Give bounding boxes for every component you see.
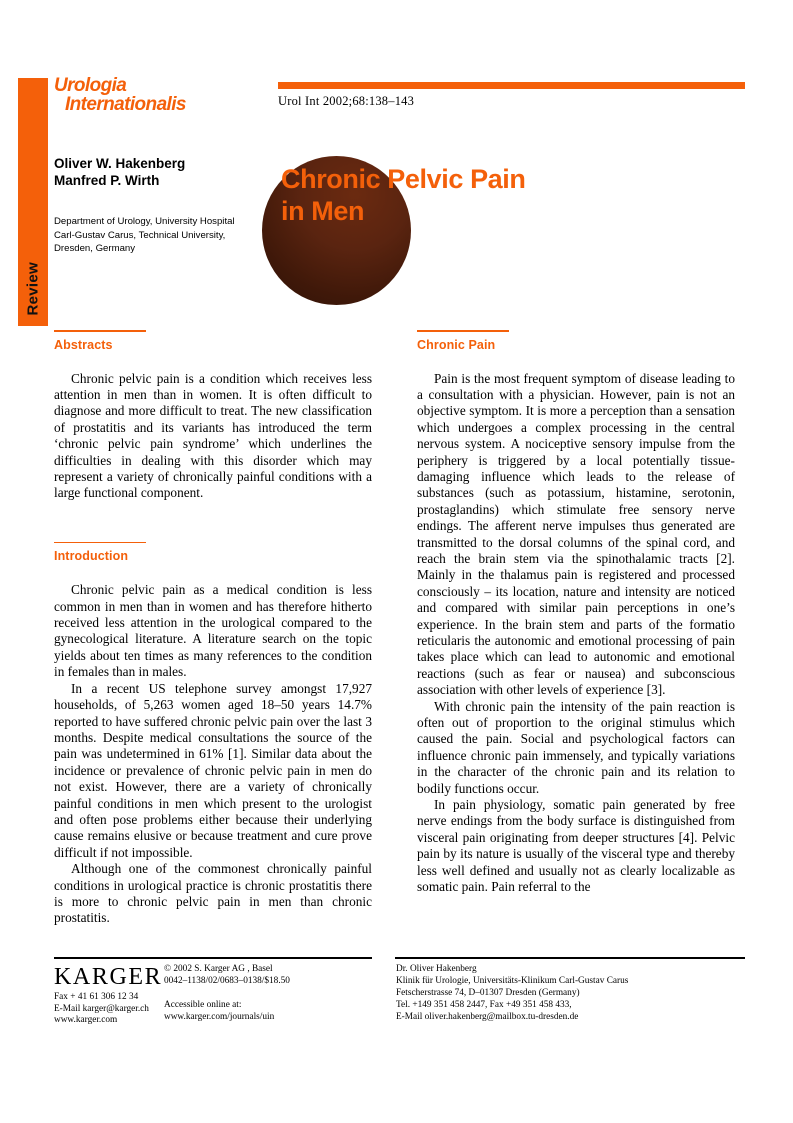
- introduction-paragraph-1: Chronic pelvic pain as a medical condition is less common in men than in women and has therefore hitherto received less attention in the urological compared to the gynecological literature. A literature search on the topic yields about ten times as many references to the condition in females than in males.: [54, 582, 372, 680]
- section-heading-abstracts: Abstracts: [54, 337, 113, 352]
- journal-logo-line2: Internationalis: [65, 94, 186, 115]
- review-tab-label: Review: [24, 262, 42, 316]
- journal-logo-line1: Urologia: [54, 75, 127, 96]
- section-rule-abstracts: [54, 330, 146, 332]
- affiliation-line-1: Department of Urology, University Hospital: [54, 216, 235, 227]
- introduction-paragraph-3: Although one of the commonest chronically painful conditions in urological practice is chronic prostatitis there is more to chronic pelvic pain in men than chronic prostatitis.: [54, 861, 372, 926]
- chronic-pain-paragraph-2: With chronic pain the intensity of the pain reaction is often out of proportion to the original stimulus which caused the pain. Social and psychological factors can influence chronic pain immensely, and typically variations in the character of the chronic pain and its relation to bodily functions occur.: [417, 698, 735, 796]
- correspondence-block: [396, 964, 746, 1024]
- publisher-logo: KARGER: [54, 964, 163, 990]
- chronic-pain-paragraph-1: Pain is the most frequent symptom of disease leading to a consultation with a physician. However, pain is not an objective symptom. It is more a perception than a sensation which undergoes a complex processing in the central nervous system. A nociceptive sensory impulse from the periphery is triggered by a local potentially tissue-damaging influence which leads to the release of substances (such as potassium, histamine, serotonin, prostaglandins) which stimulate free sensory nerve endings. The afferent nerve impulses thus generated are transmitted to the dorsal columns of the spinal cord, and reach the brain stem via the spinothalamic tracts [2]. Mainly in the thalamus pain is registered and processed consciously – its location, nature and intensity are noticed and compared with similar pain perceptions in one’s experience. In the brain stem and parts of the formatio reticularis the autonomic and emotional processing of pain takes place which can lead to autonomic and emotional reactions (such as fear or nausea) and subconscious association with other levels of experience [3].: [417, 370, 735, 698]
- correspondence-name: Dr. Oliver Hakenberg: [396, 964, 477, 974]
- correspondence-institution: Klinik für Urologie, Universitäts-Klinikum Carl-Gustav Carus: [396, 975, 629, 986]
- section-rule-introduction: [54, 542, 146, 544]
- correspondence-address: Fetscherstrasse 74, D–01307 Dresden (Germany): [396, 987, 580, 998]
- journal-logo: [54, 76, 186, 114]
- copyright-notice: © 2002 S. Karger AG , Basel: [164, 964, 273, 974]
- section-abstracts: [54, 330, 372, 502]
- section-chronic-pain: [417, 330, 735, 896]
- author-list: [54, 155, 185, 189]
- copyright-block: [164, 964, 290, 987]
- header-rule: [278, 82, 745, 89]
- online-access-block: [164, 1000, 274, 1023]
- page-title-line-2: in Men: [281, 196, 365, 226]
- review-section-tab: [18, 78, 48, 326]
- page-title: [281, 163, 621, 227]
- issn-code: 0042–1138/02/0683–0138/$18.50: [164, 975, 290, 986]
- introduction-paragraph-2: In a recent US telephone survey amongst 17,927 households, of 5,263 women aged 18–50 years 14.7% reported to have suffered chronic pelvic pain over the last 3 months. Despite medical consultations the source of the pain was undetermined in 61% [1]. Similar data about the incidence or prevalence of chronic pelvic pain in men do not exist. However, there are a variety of chronically painful conditions in men which present to the urologist and often pose problems either because their underlying cause remains elusive or because treatment and cure prove difficult if not impossible.: [54, 680, 372, 860]
- publisher-fax: Fax + 41 61 306 12 34: [54, 992, 139, 1002]
- author-affiliation: [54, 215, 269, 256]
- publisher-email[interactable]: E-Mail karger@karger.ch: [54, 1003, 149, 1014]
- author-name-1: Oliver W. Hakenberg: [54, 156, 186, 171]
- publisher-website[interactable]: www.karger.com: [54, 1015, 118, 1026]
- section-heading-introduction: Introduction: [54, 549, 129, 564]
- abstracts-paragraph-1: Chronic pelvic pain is a condition which receives less attention in men than in women. It is often difficult to diagnose and more difficult to treat. The new classification of prostatitis and its variants has introduced the term ‘chronic pelvic pain syndrome’ which underlines the difficulties in dealing with this disorder which may represent a variety of chronically painful conditions with a large functional component.: [54, 370, 372, 501]
- footer-rule-left: [54, 957, 372, 959]
- correspondence-email[interactable]: E-Mail oliver.hakenberg@mailbox.tu-dresden.de: [396, 1011, 579, 1022]
- correspondence-telephone: Tel. +149 351 458 2447, Fax +49 351 458 433,: [396, 999, 572, 1010]
- section-heading-chronic-pain: Chronic Pain: [417, 337, 496, 352]
- left-column: [54, 330, 372, 927]
- chronic-pain-paragraph-3: In pain physiology, somatic pain generated by free nerve endings from the body surface is distinguished from visceral pain originating from deeper structures [4]. Pelvic pain by its nature is usually of the visceral type and thereby less well defined and usually not as clearly localizable as somatic pain. Pain referral to the: [417, 797, 735, 895]
- footer-rule-right: [395, 957, 745, 959]
- publisher-contact: [54, 992, 149, 1027]
- online-access-label: Accessible online at:: [164, 1000, 242, 1010]
- right-column: [417, 330, 735, 896]
- online-access-url[interactable]: www.karger.com/journals/uin: [164, 1011, 275, 1022]
- section-rule-chronic-pain: [417, 330, 509, 332]
- journal-citation: Urol Int 2002;68:138–143: [278, 94, 415, 108]
- section-introduction: [54, 542, 372, 927]
- author-name-2: Manfred P. Wirth: [54, 173, 160, 188]
- page-title-line-1: Chronic Pelvic Pain: [281, 164, 526, 194]
- affiliation-line-3: Dresden, Germany: [54, 243, 136, 254]
- affiliation-line-2: Carl-Gustav Carus, Technical University,: [54, 229, 226, 241]
